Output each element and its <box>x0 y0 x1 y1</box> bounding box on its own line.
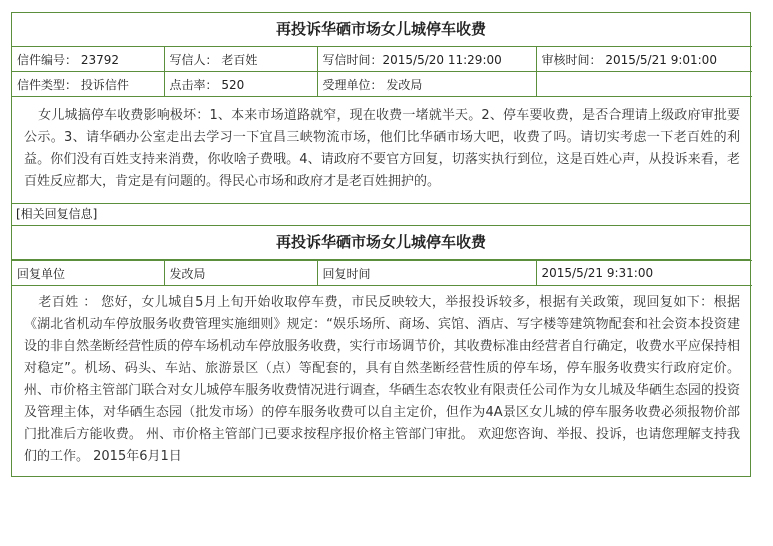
write-time-label: 写信时间： <box>322 52 383 67</box>
meta-row <box>12 47 752 72</box>
writer-value: 老百姓 <box>221 52 258 67</box>
review-time-label: 审核时间： <box>541 52 602 67</box>
clicks-cell <box>164 72 317 97</box>
reply-title: 再投诉华硒市场女儿城停车收费 <box>12 226 750 260</box>
letter-type-label: 信件类型： <box>17 77 78 92</box>
letter-meta-table <box>12 46 752 97</box>
writer-cell <box>164 47 317 72</box>
reply-body <box>12 286 750 476</box>
accept-unit-label: 受理单位： <box>322 77 383 92</box>
write-time-value: 2015/5/20 11:29:00 <box>382 52 502 67</box>
meta-row <box>12 72 752 97</box>
reply-body-text: 老百姓 ： 您好，女儿城自5月上旬开始收取停车费，市民反映较大，举报投诉较多，根据有关政策，现回复如下：根据《湖北省机动车停放服务收费管理实施细则》规定：“娱乐场所、商场、宾馆、酒店、写字楼等建筑物配套和社会资本投资建设的非自然垄断经营性质的停车场机动车停放服务收费，实行市场调节价，其收费标准由经营者自行确定，收费水平应保持相对稳定”。机场、码头、车站、旅游景区（点）等配套的，具有自然垄断经营性质的停车场，停车服务收费实行政府定价。 州、市价格主管部门联合对女儿城停车服务收费情况进行调查，华硒生态农牧业有限责任公司作为女儿城及华硒生态园的投资及管理主体，对华硒生态园（批发市场）的停车服务收费可以自主定价，但作为4A景区女儿城的停车服务收费必须报物价部门批准后方能收费。 州、市价格主管部门已要求按程序报价格主管部门审批。 欢迎您咨询、举报、投诉，也请您理解支持我们的工作。 2015年6月1日 <box>24 295 740 464</box>
reply-unit-value: 发改局 <box>164 261 317 286</box>
clicks-value: 520 <box>221 77 245 92</box>
clicks-label: 点击率： <box>169 77 218 92</box>
letter-panel <box>11 12 751 477</box>
letter-title: 再投诉华硒市场女儿城停车收费 <box>275 20 486 38</box>
letter-body <box>12 97 750 204</box>
letter-type-cell <box>12 72 164 97</box>
accept-unit-cell <box>317 72 536 97</box>
review-time-value: 2015/5/21 9:01:00 <box>605 52 717 67</box>
reply-meta-table <box>12 260 752 286</box>
reply-time-label: 回复时间 <box>317 261 536 286</box>
letter-type-value: 投诉信件 <box>80 77 129 92</box>
related-reply-header: [相关回复信息] <box>12 204 750 226</box>
reply-time-value: 2015/5/21 9:31:00 <box>536 261 752 286</box>
reply-unit-label: 回复单位 <box>12 261 164 286</box>
letter-id-label: 信件编号： <box>17 52 78 67</box>
reply-meta-row <box>12 261 752 286</box>
writer-label: 写信人： <box>169 52 218 67</box>
write-time-cell <box>317 47 536 72</box>
accept-unit-value: 发改局 <box>386 77 423 92</box>
letter-id-cell <box>12 47 164 72</box>
empty-cell <box>536 72 752 97</box>
letter-body-text: 女儿城搞停车收费影响极坏：1、本来市场道路就窄，现在收费一堵就半天。2、停车要收费，是否合理请上级政府审批要公示。3、请华硒办公室走出去学习一下宜昌三峡物流市场，他们比华硒市场大吧，收费了吗。请切实考虑一下老百姓的利益。你们没有百姓支持来消费，你收啥子费哦。4、请政府不要官方回复，切落实执行到位，这是百姓心声，从投诉来看，老百姓反应都大，肯定是有问题的。得民心市场和政府才是老百姓拥护的。 <box>24 108 740 189</box>
review-time-cell <box>536 47 752 72</box>
letter-id-value: 23792 <box>80 52 120 67</box>
